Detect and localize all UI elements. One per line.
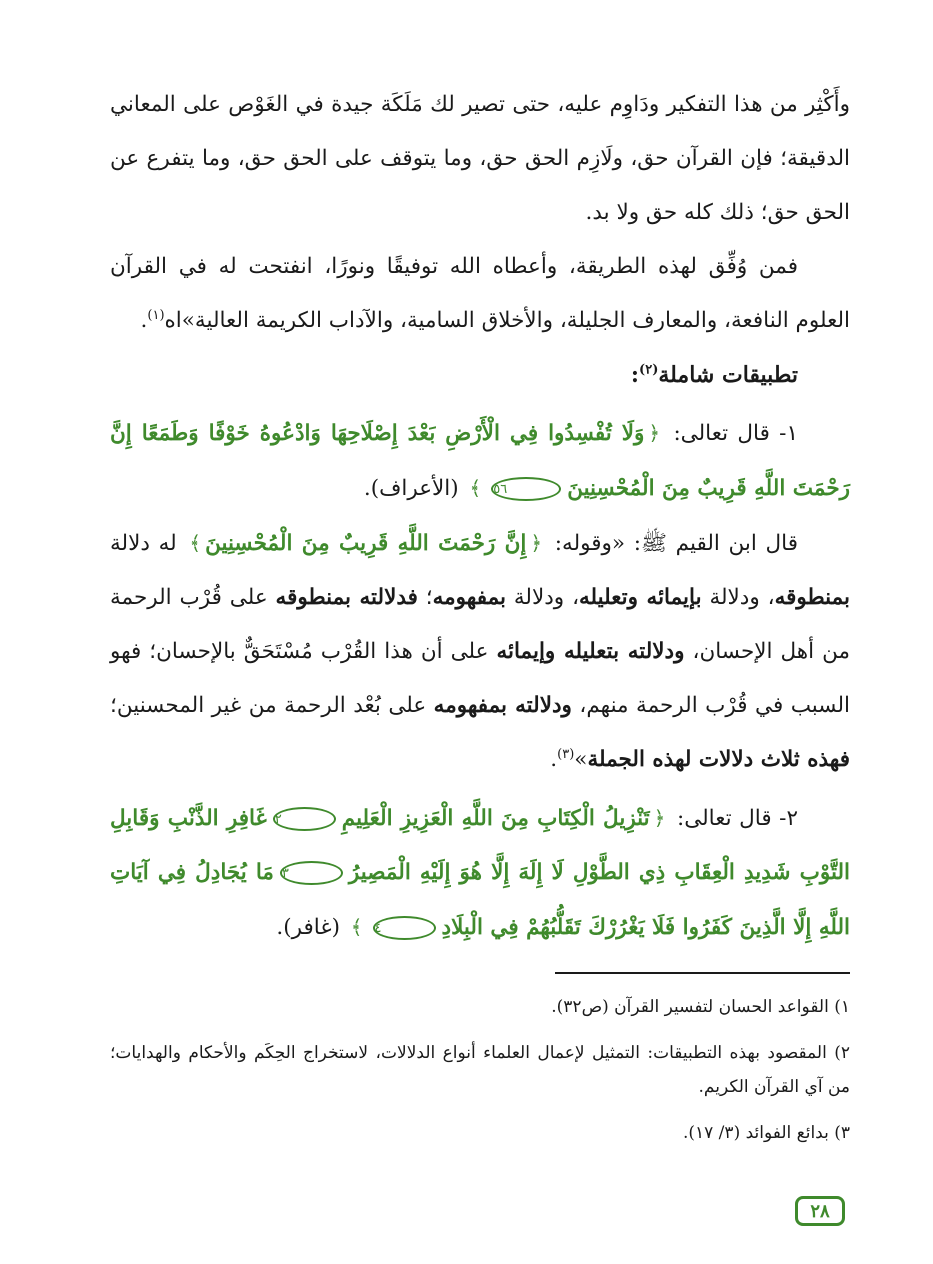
quote-text: ، ودلالة — [506, 585, 580, 610]
heading-text: تطبيقات شاملة — [658, 362, 798, 388]
quote-text: . — [550, 747, 558, 772]
page-number-badge — [795, 1196, 845, 1226]
item-2-prefix: ٢- قال تعالى: — [669, 806, 799, 831]
page-number: ٢٨ — [810, 1200, 830, 1222]
open-bracket: ﴿ — [648, 421, 661, 445]
footnote-divider — [555, 972, 850, 974]
ayah-number: ٣ — [280, 861, 343, 885]
close-bracket: ﴾ — [350, 915, 363, 939]
quote-text: ، ودلالة — [701, 585, 775, 610]
ayah-number: ٢ — [273, 807, 336, 831]
close-bracket: ﴾ — [469, 476, 482, 500]
quote-bold: ودلالته بمفهومه — [433, 693, 572, 718]
quote-text: على أن هذا القُرْب مُسْتَحَقٌّ بالإحسان؛ فهو السبب في قُرْب الرحمة منهم، — [110, 639, 850, 718]
open-bracket: ﴿ — [530, 531, 543, 555]
footnote-1: ١) القواعد الحسان لتفسير القرآن (ص٣٢). — [551, 997, 850, 1017]
quran-verse: وَلَا تُفْسِدُوا فِي الْأَرْضِ بَعْدَ إِصْلَاحِهَا وَادْعُوهُ خَوْفًا وَطَمَعًا إِنَّ رَحْمَتَ اللَّهِ قَرِيبٌ مِنَ الْمُحْسِنِينَ — [110, 421, 850, 501]
heading-end: : — [630, 362, 640, 388]
quote-text: على بُعْد الرحمة من غير المحسنين؛ — [110, 693, 434, 718]
footnote-3: ٣) بدائع الفوائد (٣/ ١٧). — [682, 1123, 850, 1143]
quran-verse: إِنَّ رَحْمَتَ اللَّهِ قَرِيبٌ مِنَ الْمُحْسِنِينَ — [205, 531, 527, 556]
paragraph-2-end: . — [140, 308, 148, 333]
quote-bold: فدلالته بمنطوقه — [275, 585, 418, 610]
quote-text: ؛ — [417, 585, 433, 610]
quote-bold: فهذه ثلاث دلالات لهذه الجملة — [587, 747, 850, 772]
quote-bold: بمنطوقه — [774, 585, 851, 610]
quran-verse: تَنْزِيلُ الْكِتَابِ مِنَ اللَّهِ الْعَزِيزِ الْعَلِيمِ — [341, 806, 650, 831]
open-bracket: ﴿ — [653, 806, 666, 830]
quote-text: له دلالة — [110, 531, 186, 556]
item-2 — [110, 791, 850, 955]
footnote-ref-2[interactable]: (٢) — [639, 362, 659, 378]
surah-name: (الأعراف). — [363, 476, 466, 501]
quote-text: على قُرْب الرحمة من أهل الإحسان، — [110, 585, 850, 664]
quote-bold: بإيمائه وتعليله — [579, 585, 702, 610]
item-1 — [110, 406, 850, 516]
paragraph-2-text: فمن وُفِّق لهذه الطريقة، وأعطاه الله توفيقًا ونورًا، انفتحت له في القرآن العلوم النافعة، والمعارف الجليلة، والأخلاق السامية، والآداب الكريمة العالية»اه — [110, 254, 850, 333]
section-heading — [110, 348, 850, 402]
footnotes — [110, 990, 850, 1162]
ayah-number: ٤ — [373, 916, 436, 940]
quran-verse: غَافِرِ الذَّنْبِ وَقَابِلِ التَّوْبِ شَدِيدِ الْعِقَابِ ذِي الطَّوْلِ لَا إِلَهَ إِلَّا هُوَ إِلَيْهِ الْمَصِيرُ — [110, 806, 850, 885]
footnote-ref-3[interactable]: (٣) — [557, 746, 575, 762]
footnote-2: ٢) المقصود بهذه التطبيقات: التمثيل لإعمال العلماء أنواع الدلالات، لاستخراج الحِكَم والأحكام والهدايات؛ من آي القرآن الكريم. — [110, 1043, 850, 1097]
footnote-ref-1[interactable]: (١) — [147, 307, 165, 323]
quote-lead: قال ابن القيم ﷺ: «وقوله: — [546, 531, 798, 556]
page-content — [110, 78, 850, 955]
item-1-prefix: ١- قال تعالى: — [664, 421, 798, 446]
ibn-qayyim-quote — [110, 516, 850, 787]
paragraph-2 — [110, 240, 850, 348]
ayah-number: ٥٦ — [491, 477, 561, 501]
quote-bold: ودلالته بتعليله وإيمائه — [496, 639, 685, 664]
quote-bold: بمفهومه — [432, 585, 506, 610]
quote-text: » — [574, 747, 588, 772]
surah-name: (غافر). — [276, 915, 347, 940]
quran-verse: مَا يُجَادِلُ فِي آيَاتِ اللَّهِ إِلَّا الَّذِينَ كَفَرُوا فَلَا يَغْرُرْكَ تَقَلُّبُهُمْ فِي الْبِلَادِ — [110, 860, 850, 940]
paragraph-1: وأَكْثِر من هذا التفكير ودَاوِم عليه، حتى تصير لك مَلَكَة جيدة في الغَوْص على المعاني الدقيقة؛ فإن القرآن حق، ولَازِم الحق حق، وما يتوقف على الحق حق، وما يتفرع عن الحق حق؛ ذلك كله حق ولا بد. — [110, 92, 850, 225]
close-bracket: ﴾ — [189, 531, 202, 555]
